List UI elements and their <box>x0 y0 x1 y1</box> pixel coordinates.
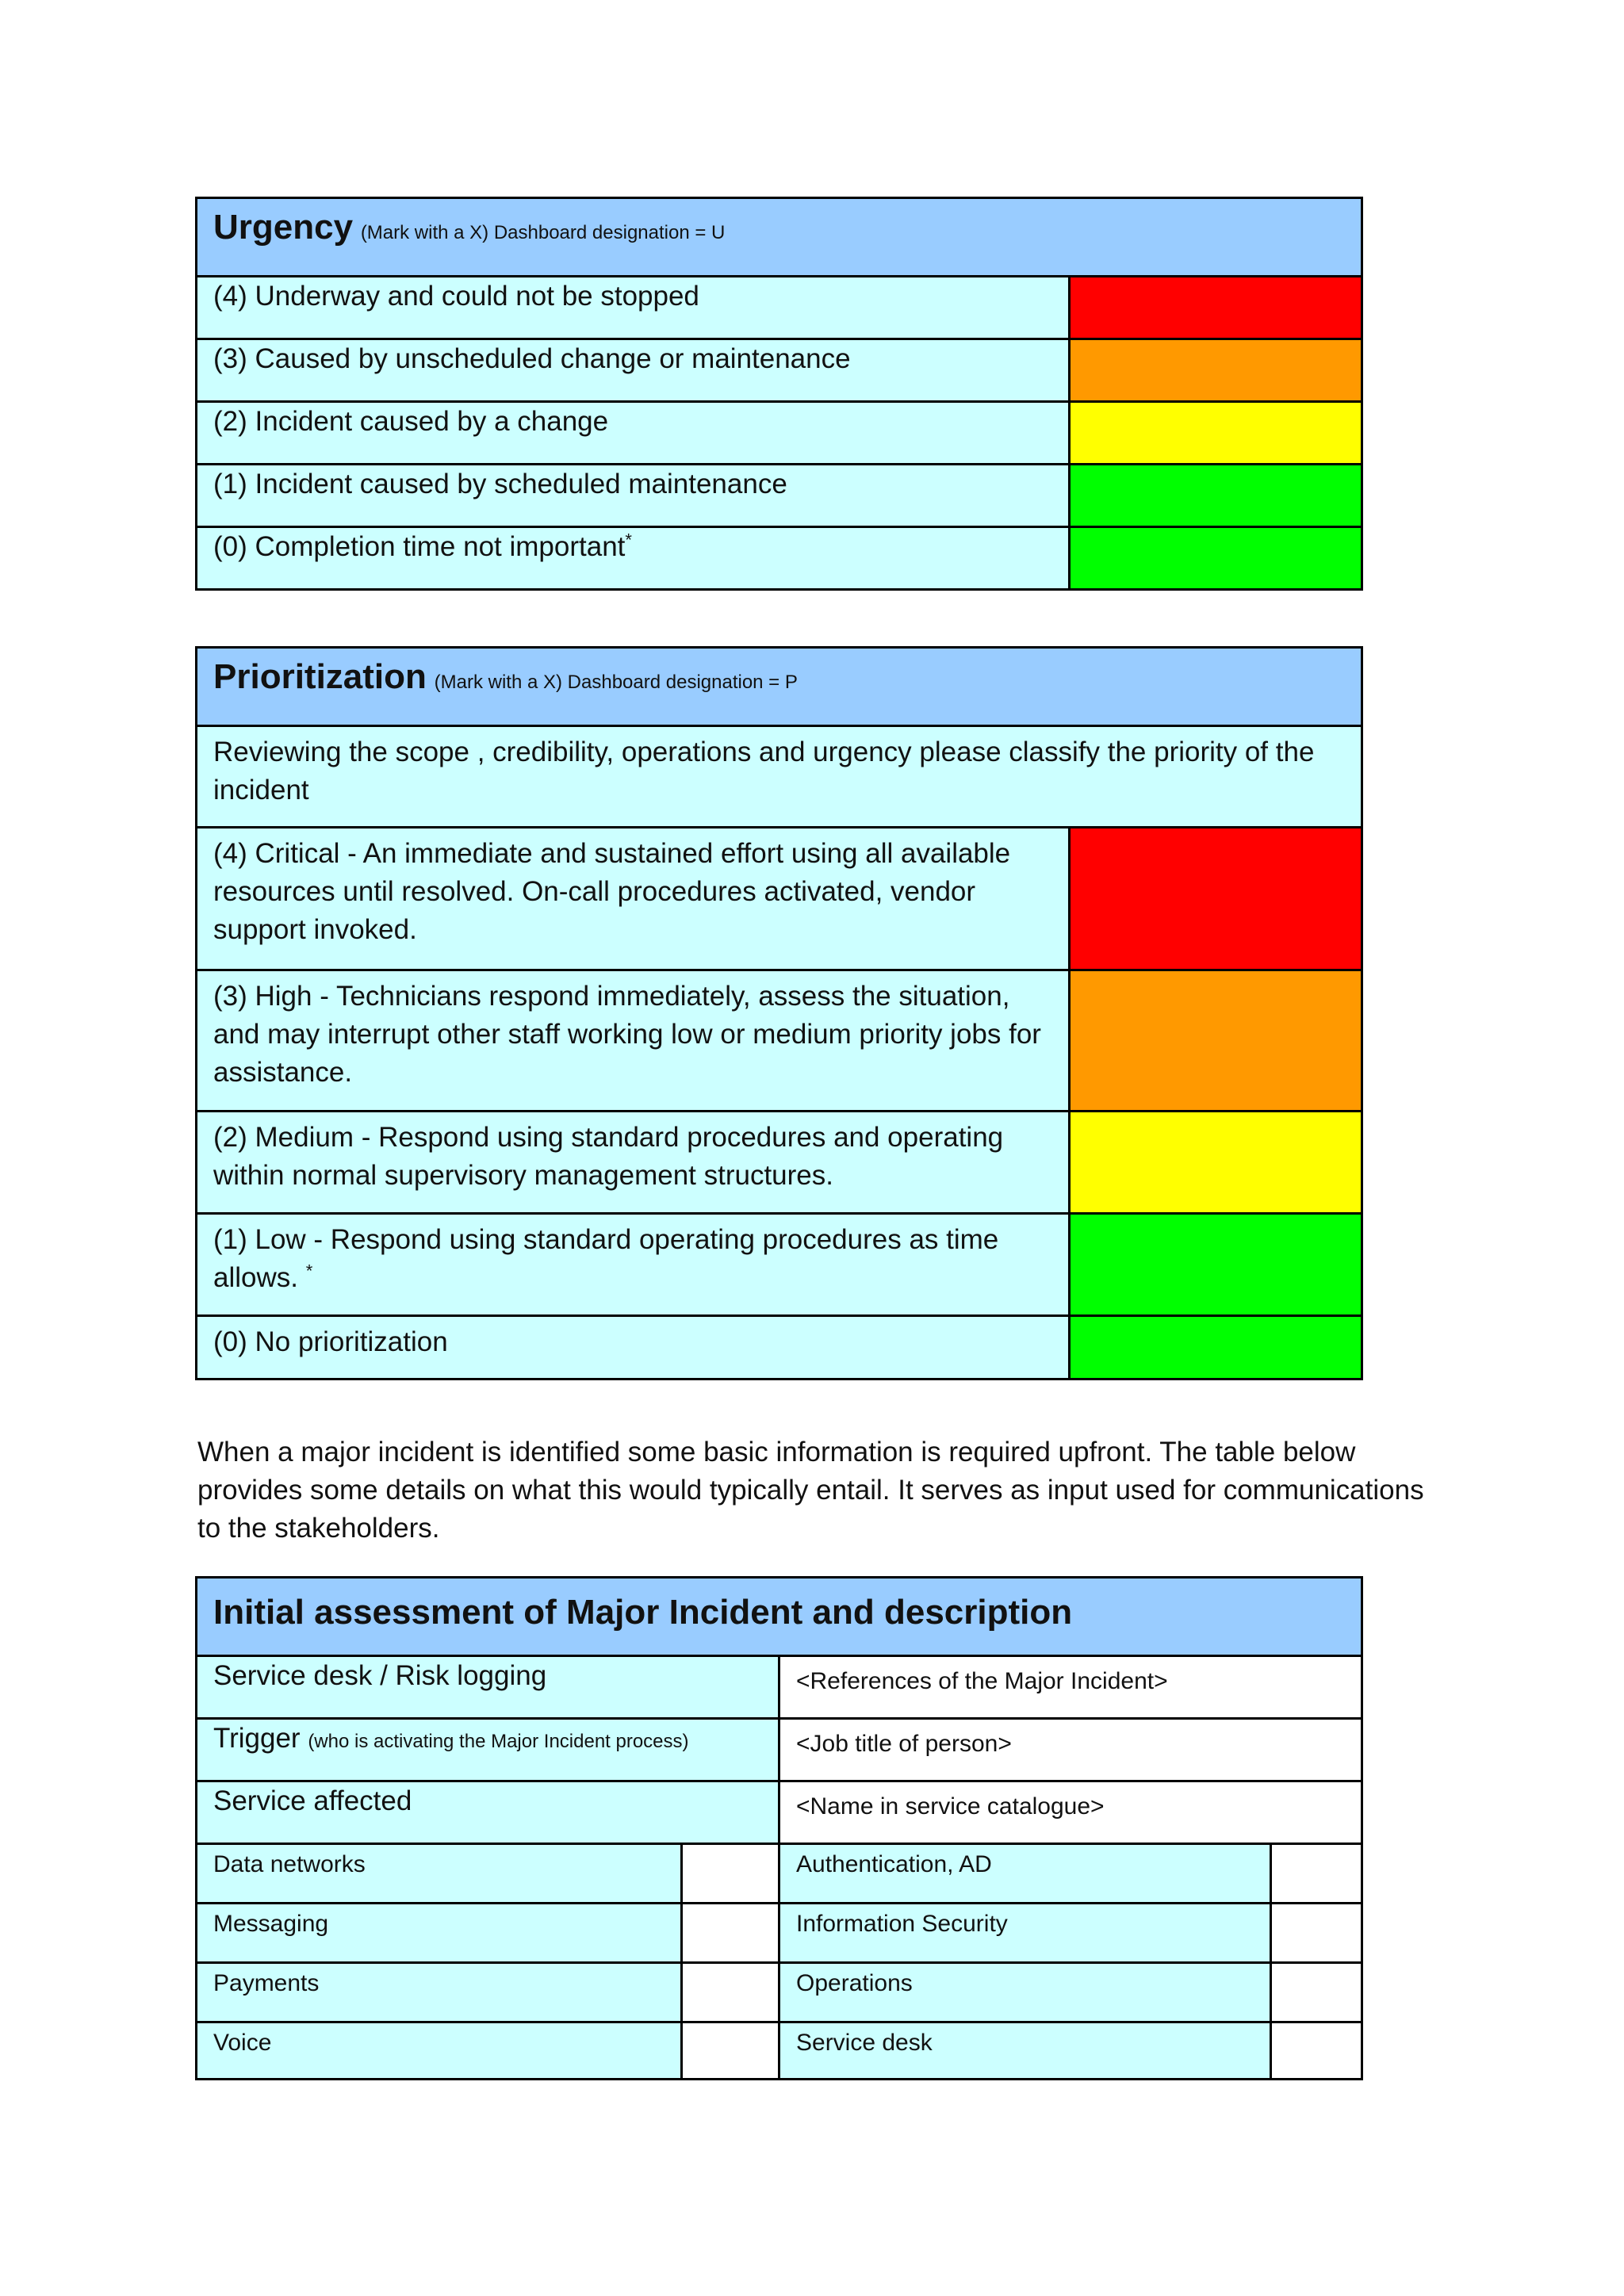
assessment-title: Initial assessment of Major Incident and description <box>197 1578 1362 1656</box>
priority-mark-cell-green[interactable] <box>1070 1214 1362 1316</box>
assessment-label: Service affected <box>197 1781 779 1844</box>
service-row <box>197 1904 1362 1963</box>
service-label: Data networks <box>197 1844 682 1904</box>
priority-row <box>197 828 1362 970</box>
assessment-value[interactable]: <References of the Major Incident> <box>779 1656 1362 1719</box>
assessment-header <box>197 1578 1362 1656</box>
urgency-label: (2) Incident caused by a change <box>197 402 1070 465</box>
service-check-box[interactable] <box>1271 1844 1362 1904</box>
footnote-asterisk: * <box>625 530 632 550</box>
urgency-label: (1) Incident caused by scheduled maintenance <box>197 465 1070 527</box>
urgency-mark-cell-orange[interactable] <box>1070 339 1362 402</box>
urgency-header <box>197 198 1362 277</box>
prioritization-subtitle: (Mark with a X) Dashboard designation = P <box>434 672 798 693</box>
priority-label: (0) No prioritization <box>197 1316 1070 1380</box>
service-check-box[interactable] <box>1271 1963 1362 2022</box>
urgency-mark-cell-red[interactable] <box>1070 277 1362 339</box>
priority-mark-cell-green[interactable] <box>1070 1316 1362 1380</box>
service-check-box[interactable] <box>1271 1904 1362 1963</box>
urgency-subtitle: (Mark with a X) Dashboard designation = U <box>360 222 726 243</box>
footnote-asterisk: * <box>305 1261 313 1281</box>
prioritization-header <box>197 648 1362 726</box>
urgency-row <box>197 527 1362 590</box>
priority-label-cell <box>197 1214 1070 1316</box>
urgency-header-cell <box>197 198 1362 277</box>
priority-mark-cell-yellow[interactable] <box>1070 1112 1362 1214</box>
priority-row <box>197 970 1362 1112</box>
assessment-row <box>197 1781 1362 1844</box>
service-row <box>197 1963 1362 2022</box>
service-label: Voice <box>197 2022 682 2080</box>
urgency-label: (3) Caused by unscheduled change or maintenance <box>197 339 1070 402</box>
urgency-table <box>195 197 1363 591</box>
urgency-label-cell <box>197 527 1070 590</box>
assessment-label-cell <box>197 1719 779 1781</box>
prioritization-title: Prioritization <box>213 657 427 696</box>
service-check-box[interactable] <box>682 2022 779 2080</box>
prioritization-intro: Reviewing the scope , credibility, operations and urgency please classify the priority of the incident <box>197 726 1362 828</box>
assessment-label: Trigger <box>213 1723 301 1754</box>
priority-row <box>197 1112 1362 1214</box>
assessment-label: Service desk / Risk logging <box>197 1656 779 1719</box>
urgency-row <box>197 465 1362 527</box>
trigger-note: (who is activating the Major Incident process) <box>308 1731 689 1752</box>
priority-mark-cell-orange[interactable] <box>1070 970 1362 1112</box>
prioritization-intro-row <box>197 726 1362 828</box>
priority-row <box>197 1214 1362 1316</box>
assessment-value[interactable]: <Name in service catalogue> <box>779 1781 1362 1844</box>
urgency-mark-cell-green[interactable] <box>1070 465 1362 527</box>
service-row <box>197 1844 1362 1904</box>
prioritization-table <box>195 646 1363 1380</box>
urgency-mark-cell-green[interactable] <box>1070 527 1362 590</box>
assessment-row <box>197 1656 1362 1719</box>
priority-label: (1) Low - Respond using standard operating procedures as time allows. <box>213 1224 999 1293</box>
service-check-box[interactable] <box>682 1844 779 1904</box>
priority-label: (2) Medium - Respond using standard procedures and operating within normal supervisory management structures. <box>197 1112 1070 1214</box>
service-label: Authentication, AD <box>779 1844 1271 1904</box>
priority-label: (4) Critical - An immediate and sustained effort using all available resources until resolved. On-call procedures activated, vendor support invoked. <box>197 828 1070 970</box>
service-label: Payments <box>197 1963 682 2022</box>
urgency-label: (4) Underway and could not be stopped <box>197 277 1070 339</box>
priority-mark-cell-red[interactable] <box>1070 828 1362 970</box>
service-label: Information Security <box>779 1904 1271 1963</box>
urgency-row <box>197 402 1362 465</box>
service-label: Service desk <box>779 2022 1271 2080</box>
prioritization-header-cell <box>197 648 1362 726</box>
urgency-row <box>197 277 1362 339</box>
priority-label: (3) High - Technicians respond immediately, assess the situation, and may interrupt other staff working low or medium priority jobs for assistance. <box>197 970 1070 1112</box>
urgency-row <box>197 339 1362 402</box>
intro-paragraph: When a major incident is identified some basic information is required upfront. The table below provides some details on what this would typically entail. It serves as input used for communications to the stakeholders. <box>197 1437 1424 1544</box>
service-check-box[interactable] <box>682 1904 779 1963</box>
assessment-value[interactable]: <Job title of person> <box>779 1719 1362 1781</box>
service-check-box[interactable] <box>1271 2022 1362 2080</box>
urgency-title: Urgency <box>213 208 354 247</box>
urgency-mark-cell-yellow[interactable] <box>1070 402 1362 465</box>
assessment-table <box>195 1576 1363 2080</box>
service-row <box>197 2022 1362 2080</box>
priority-row <box>197 1316 1362 1380</box>
service-label: Operations <box>779 1963 1271 2022</box>
urgency-label: (0) Completion time not important <box>213 531 626 562</box>
service-check-box[interactable] <box>682 1963 779 2022</box>
assessment-row <box>197 1719 1362 1781</box>
service-label: Messaging <box>197 1904 682 1963</box>
